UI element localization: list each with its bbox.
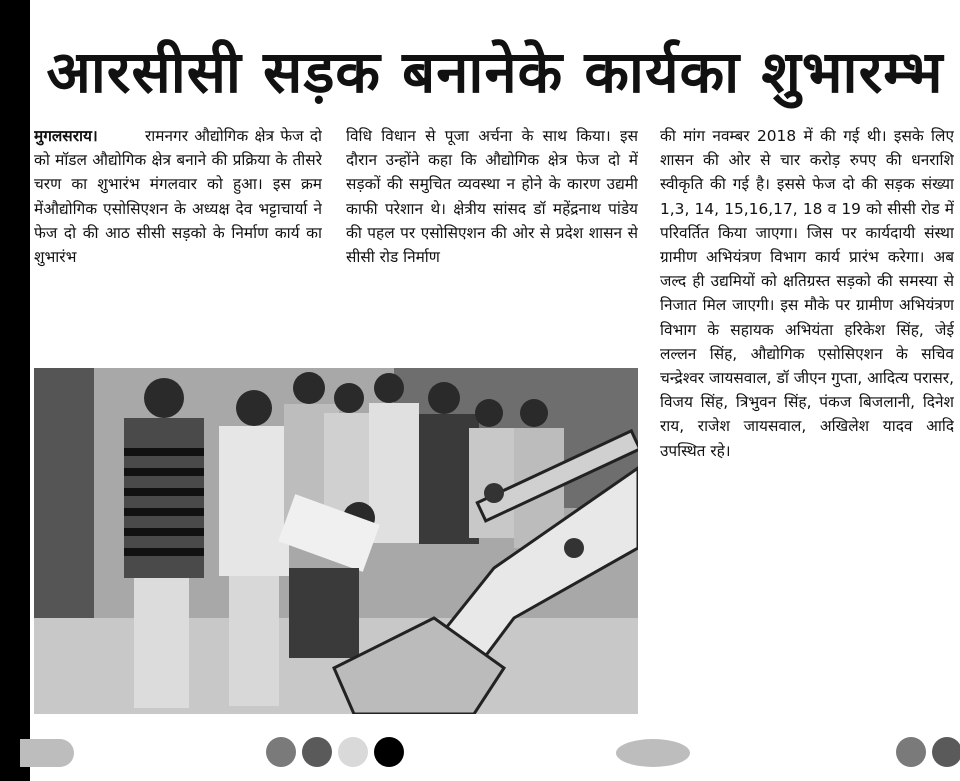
- carousel-dot-4-active[interactable]: [374, 737, 404, 767]
- headline: आरसीसी सड़क बनानेके कार्यका शुभारम्भ: [46, 38, 944, 106]
- news-photo: [34, 368, 638, 714]
- article-column-3: [660, 124, 954, 724]
- column-3-text: की मांग नवम्बर 2018 में की गई थी। इसके लिए शासन की ओर से चार करोड़ रुपए की धनराशि स्वीकृति की गई है। इससे फेज दो की सड़क संख्या 1,3, 14, 15,16,17, 18 व 19 को सीसी रोड में परिवर्तित किया जाएगा। जिस पर कार्यदायी संस्था ग्रामीण अभियंत्रण विभाग कार्य प्रारंभ करेगा। अब जल्द ही उद्यमियों को क्षतिग्रस्त सड़को की समस्या से निजात मिल जाएगी। इस मौके पर ग्रामीण अभियंत्रण विभाग के सहायक अभियंता हरिकेश सिंह, जेई लल्लन सिंह, औद्योगिक एसोसिएशन के सचिव चन्द्रेश्वर जायसवाल, डॉ जीएन गुप्ता, आदित्य परासर, विजय सिंह, त्रिभुवन सिंह, पंकज बिजलानी, दिनेश राय, राजेश जायसवाल, अखिलेश यादव आदि उपस्थित रहे।: [660, 127, 954, 460]
- photo-illustration: [34, 368, 638, 714]
- column-2-text: विधि विधान से पूजा अर्चना के साथ किया। इस दौरान उन्होंने कहा कि औद्योगिक क्षेत्र फेज दो में सड़कों की समुचित व्यवस्था न होने के कारण उद्यमी काफी परेशान थे। क्षेत्रीय सांसद डॉ महेंद्रनाथ पांडेय की पहल पर एसोसिएशन की ओर से प्रदेश शासन से सीसी रोड निर्माण: [346, 127, 638, 267]
- carousel-dot-6[interactable]: [932, 737, 960, 767]
- carousel-dot-2[interactable]: [302, 737, 332, 767]
- carousel-dot-1[interactable]: [266, 737, 296, 767]
- carousel-oval[interactable]: [616, 739, 690, 767]
- newspaper-clipping: [30, 0, 960, 781]
- article-column-2: [346, 124, 638, 364]
- dateline: मुगलसराय।: [34, 127, 145, 145]
- column-1-text: रामनगर औद्योगिक क्षेत्र फेज दो को मॉडल औद्योगिक क्षेत्र बनाने की प्रक्रिया के तीसरे चरण का शुभारंभ मंगलवार को हुआ। इस क्रम मेंऔद्योगिक एसोसिएशन के अध्यक्ष देव भट्टाचार्या ने फेज दो की आठ सीसी सड़को के निर्माण कार्य का शुभारंभ: [34, 127, 322, 267]
- carousel-indicators: [30, 727, 960, 777]
- carousel-dot-5[interactable]: [896, 737, 926, 767]
- carousel-dot-3[interactable]: [338, 737, 368, 767]
- article-column-1: [34, 124, 322, 364]
- left-black-border: [0, 0, 30, 781]
- carousel-prev-half-dot[interactable]: [20, 739, 74, 767]
